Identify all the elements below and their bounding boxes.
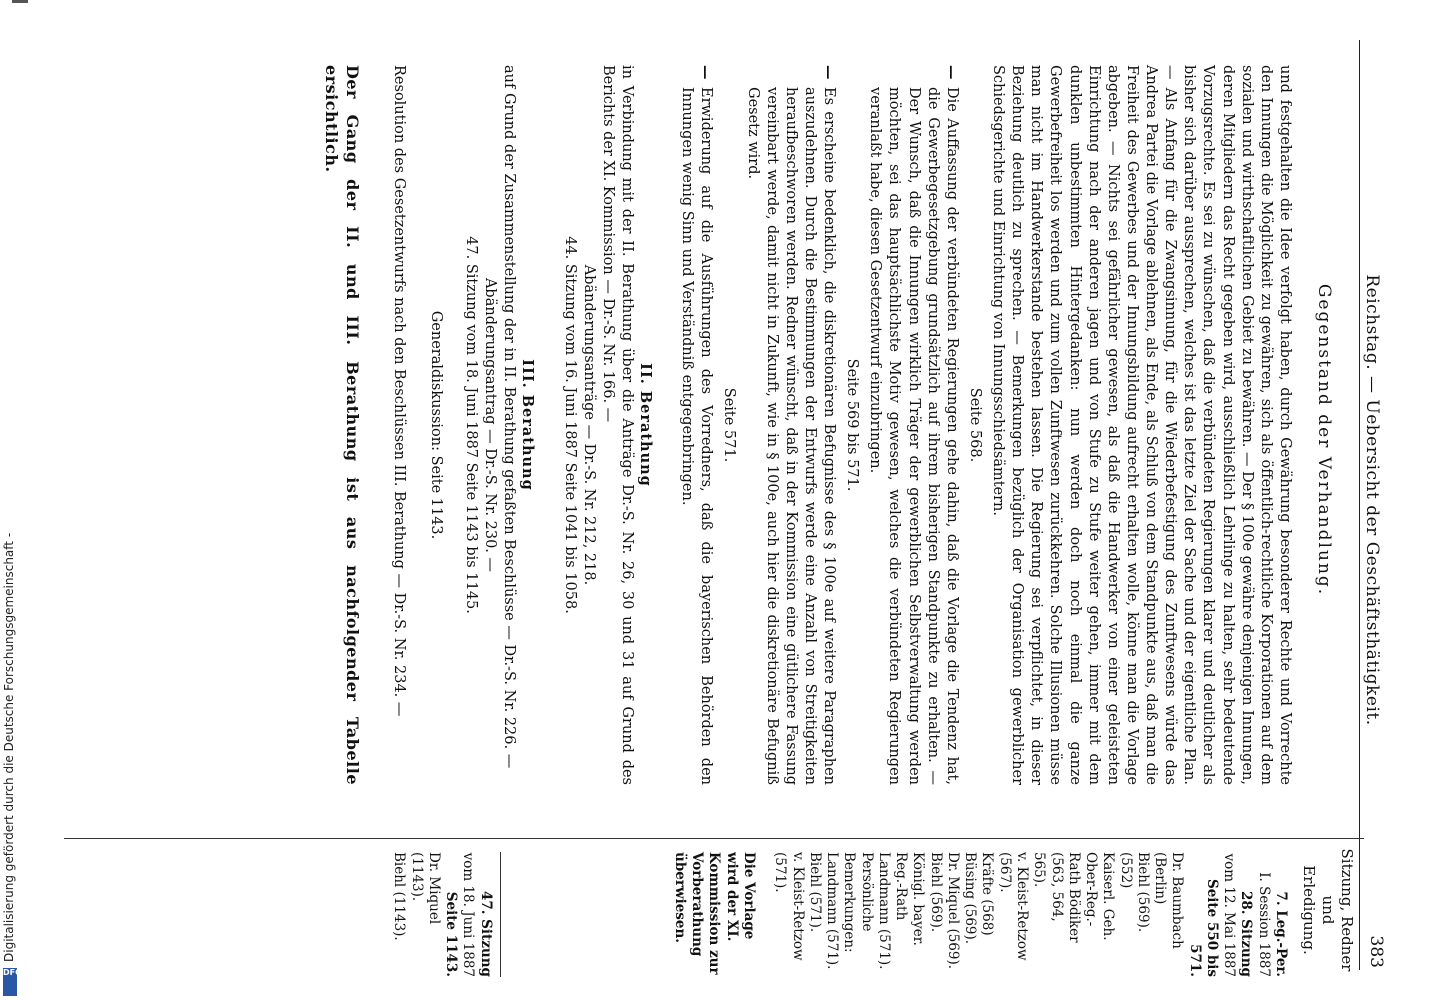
text-line: auf Grund der Zusammenstellung der in II. Berathung gefaßten Beschlüsse — Dr.-S. Nr. 226. — (501, 65, 518, 769)
text-line: in Verbindung mit der II. Berathung über die Anträge Dr.-S. Nr. 26, 30 und 31 auf Grund des Berichts der XI. Kommission — Dr.-S. Nr. 166. — (599, 65, 635, 785)
side-entry: Seite 550 bis 571. (1186, 878, 1220, 977)
side-title-line: Sitzung, Redner (1338, 848, 1356, 972)
column-divider (64, 838, 1364, 839)
side-entry: I. Session 1887 (1255, 872, 1272, 977)
section-heading: II. Berathung (637, 363, 655, 487)
text-line: Generaldiskussion: Seite 1143. (428, 310, 444, 540)
side-entry: Kaiserl. Geh. Ober-Reg.- (1083, 852, 1117, 941)
section-heading: III. Berathung (519, 359, 537, 491)
side-outcome: Die Vorlage wird der XI. Kommission zur Vorberathung überwiesen. (671, 852, 758, 975)
dfg-logo: DFG (3, 968, 17, 996)
side-title-line: Erledigung. (1300, 865, 1319, 955)
paragraph (677, 65, 715, 785)
side-title-line: und (1319, 895, 1338, 925)
text-line: 44. Sitzung vom 16. Juni 1887 Seite 1041 bis 1058. (561, 236, 578, 614)
text-line: Abänderungsantrag — Dr.-S. Nr. 230. — (482, 277, 499, 573)
paragraph-text: Die Auffassung der verbündeten Regierungen gehe dahin, daß die Vorlage die Tendenz hat, die Gewerbegesetzgebung grundsätzlich auf ihrem bisherigen Standpunkte zu erhalten. — Der Wunsch, daß die Innungen wirklich Träger der gewerblichen Selbstverwaltung werden möchten, sei das hauptsächlichste Motiv gewesen, welches die verbündeten Regierungen veranlaßt habe, diesen Gesetzentwurf einzubringen. (867, 87, 960, 785)
paragraph (865, 65, 961, 785)
running-title: Reichstag. — Uebersicht der Geschäftsthätigkeit. (1362, 274, 1382, 726)
side-entry: 47. Sitzung (477, 890, 494, 977)
dash-mark: — (820, 65, 838, 80)
side-entry: Persönliche Bemerkungen: (841, 852, 875, 953)
paragraph: und festgehalten die Idee verfolgt haben, durch Gewährung besonderer Rechte und Vorrechte den Innungen die Möglichkeit zu gewähren, sich als öffentlich-rechtliche Korporationen auf dem sozialen und wirthschaftlichen Gebiet zu bewähren. — Der § 100e gewähre denjenigen Innungen, deren Mitgliedern das Recht gegeben wird, ausschließlich Lehrlinge zu halten, sehr bedeutende Vorzugsrechte. Es sei zu wünschen, daß die verbündeten Regierungen klarer und deutlicher als bisher sich darüber aussprechen, welches ist das letzte Ziel der Sache und der eigentliche Plan. — Als Anfang für die Zwangsinnung, für die Wiederbefestigung des Zunftwesens würde das Andrea Partei die Vorlage ablehnen, als Ende, als Schluß von dem Standpunkte aus, daß man die Freiheit des Gewerbes und der Innungsbildung aufrecht erhalten wolle, könne man die Vorlage abgeben. — Nichts sei gefährlicher gewesen, als daß die Handwerker von einer geleisteten Einrichtung nach der anderen jagen und von Stufe zu Stufe weiter gehen, immer mit dem dunklen unbestimmten Hintergedanken: nun werden doch noch einmal die ganze Gewerbefreiheit los werden und zum vollen Zunftwesen zurückkehren. Solche Illusionen müsse man nicht im Handwerkerstande bestehen lassen. Die Regierung sei verpflichtet, in dieser Beziehung deutlich zu sprechen. — Bemerkungen bezüglich der Organisation gewerblicher Schiedsgerichte und Einrichtung von Innungsschiedsämtern. (990, 65, 1293, 785)
side-column-title (1300, 845, 1356, 975)
paragraph-text: Erwiderung auf die Ausführungen des Vorredners, daß die bayerischen Behörden den Innungen wenig Sinn und Verständniß entgegenbringen. (679, 87, 715, 785)
side-entry: 7. Leg.-Per. (1273, 891, 1289, 977)
text-line: Resolution des Gesetzentwurfs nach den Beschlüssen III. Berathung — Dr.-S. Nr. 234. — (390, 65, 407, 717)
side-entry: v. Kleist-Retzow (571). (772, 852, 806, 961)
page-number: 383 (1366, 935, 1386, 968)
side-entry: v. Kleist-Retzow (567). (996, 852, 1031, 961)
side-entry: (552) (1117, 852, 1134, 889)
side-entry: Biehl (569). (1134, 852, 1151, 933)
scan-corner-mark (12, 0, 28, 3)
side-entry: vom 12. Mai 1887 (1221, 853, 1238, 977)
side-entry: 28. Sitzung (1238, 890, 1255, 977)
page-reference: Seite 571. (721, 387, 738, 463)
side-entry: Dr. Miquel (569). (944, 852, 961, 970)
main-column-title: Gegenstand der Verhandlung. (1314, 283, 1334, 597)
side-entry: Landmann (571). (824, 852, 841, 970)
page-reference: Seite 569 bis 571. (844, 358, 861, 492)
side-entry: Biehl (1143). (391, 852, 408, 941)
main-column (321, 65, 1294, 785)
side-entry: Büsing (569). (962, 852, 979, 945)
side-entry: Kräfte (568) (979, 852, 996, 936)
dash-mark: — (942, 65, 960, 80)
paragraph (743, 65, 839, 785)
page-reference: Seite 568. (967, 387, 983, 463)
side-entry: Seite 1143. (443, 891, 460, 977)
dash-mark: — (697, 65, 715, 80)
side-entry: Rath Bödiker (563, 564, (1048, 852, 1082, 943)
header-rule (1359, 40, 1360, 970)
side-entry: Dr. Miquel (1143). (408, 852, 442, 925)
digitization-credit: Digitalisierung gefördert durch die Deutsche Forschungsgemeinschaft - (2, 532, 16, 962)
side-entry: Königl. bayer. Reg.-Rath (893, 852, 927, 946)
side-entry: 565). (1031, 852, 1048, 888)
text-line: Abänderungsanträge — Dr.-S. Nr. 212, 218. (580, 264, 597, 586)
side-entry: Dr. Baumbach (Berlin) (1152, 852, 1186, 949)
side-entry: vom 18. Juni 1887 (460, 852, 477, 977)
side-entry: Landmann (571). (875, 852, 892, 970)
paragraph-text: Es erscheine bedenklich, die diskretionären Befugnisse des § 100e auf weitere Paragraphen auszudehnen. Durch die Bestimmungen der Entwurfs werde eine Anzahl von Streitigkeiten heraufbeschworen werden. Redner wünscht, daß in der Kommission eine gütlichere Fassung vereinbart werde, damit nicht in Zukunft, wie in § 100e, auch hier die diskretionäre Befugniß Gesetz wird. (744, 87, 838, 785)
side-entry: Biehl (569). (927, 852, 944, 933)
closing-sentence: Der Gang der II. und III. Berathung ist aus nachfolgender Tabelle ersichtlich. (321, 65, 362, 785)
side-column (390, 852, 1289, 977)
side-entry: Biehl (571). (806, 852, 823, 933)
text-line: 47. Sitzung vom 18. Juni 1887 Seite 1143 bis 1145. (463, 236, 480, 614)
side-block-47 (390, 852, 501, 977)
